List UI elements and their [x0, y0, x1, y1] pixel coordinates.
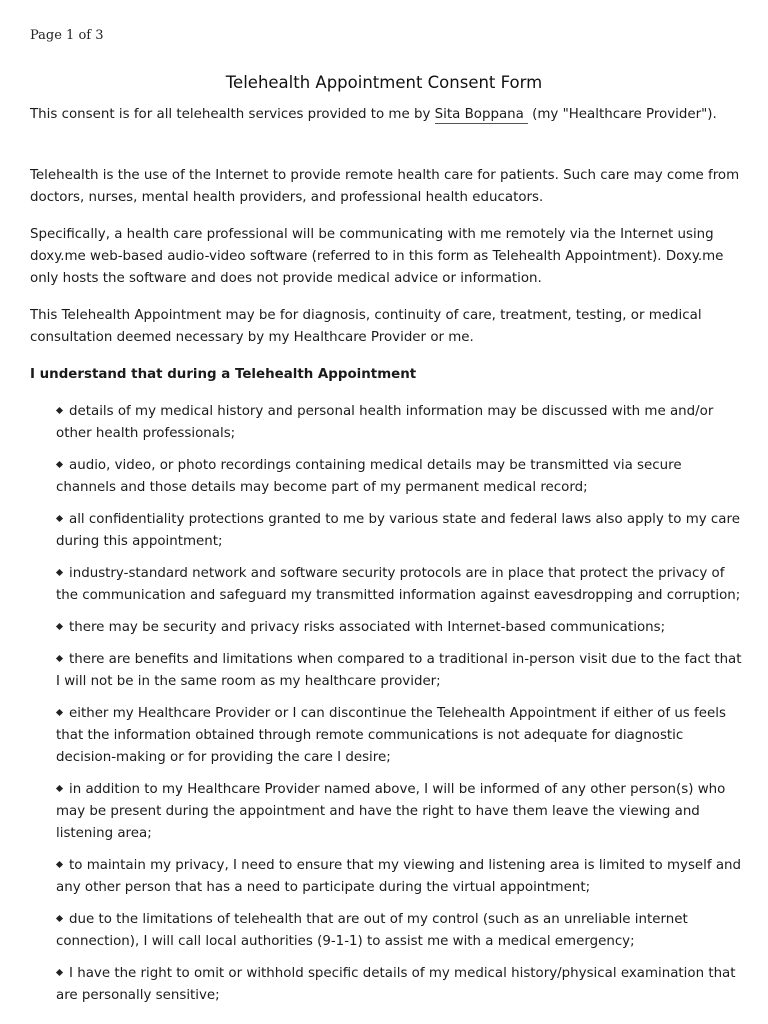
- provider-name: Sita Boppana: [435, 107, 528, 124]
- document-title: Telehealth Appointment Consent Form: [225, 73, 543, 92]
- list-item-text: details of my medical history and personal health information may be discussed with me and/or other health professionals;: [56, 404, 714, 441]
- list-item: [56, 963, 742, 1007]
- list-item: [56, 855, 742, 899]
- page-number: Page 1 of 3: [30, 28, 104, 43]
- intro-paragraph: [30, 104, 742, 126]
- paragraph-doxy-software: Specifically, a health care professional will be communicating with me remotely via the Internet using doxy.me web-based audio-video software (referred to in this form as Telehealth Appointment). Doxy.me only hosts the software and does not provide medical advice or information.: [30, 227, 724, 286]
- bullet-diamond-icon: [56, 655, 63, 662]
- understanding-list: [30, 401, 742, 1007]
- bullet-diamond-icon: [56, 969, 63, 976]
- list-item: [56, 703, 742, 769]
- list-item-text: I have the right to omit or withhold specific details of my medical history/physical examination that are personally sensitive;: [56, 966, 736, 1003]
- list-item: [56, 563, 742, 607]
- list-item-text: due to the limitations of telehealth that are out of my control (such as an unreliable internet connection), I will call local authorities (9-1-1) to assist me with a medical emergency;: [56, 912, 688, 949]
- list-item: [56, 401, 742, 445]
- document-body: [30, 104, 742, 1017]
- bullet-diamond-icon: [56, 785, 63, 792]
- bullet-diamond-icon: [56, 709, 63, 716]
- intro-text-before: This consent is for all telehealth services provided to me by: [30, 107, 435, 122]
- bullet-diamond-icon: [56, 407, 63, 414]
- list-item-text: all confidentiality protections granted to me by various state and federal laws also apply to my care during this appointment;: [56, 512, 740, 549]
- bullet-diamond-icon: [56, 623, 63, 630]
- bullet-diamond-icon: [56, 569, 63, 576]
- list-item: [56, 909, 742, 953]
- list-item-text: in addition to my Healthcare Provider named above, I will be informed of any other person(s) who may be present during the appointment and have the right to have them leave the viewing and listening area;: [56, 782, 726, 841]
- bullet-diamond-icon: [56, 515, 63, 522]
- list-item: [56, 455, 742, 499]
- list-item-text: to maintain my privacy, I need to ensure that my viewing and listening area is limited to myself and any other person that has a need to participate during the virtual appointment;: [56, 858, 742, 895]
- paragraph-appointment-purpose: This Telehealth Appointment may be for diagnosis, continuity of care, treatment, testing, or medical consultation deemed necessary by my Healthcare Provider or me.: [30, 308, 702, 345]
- list-item-text: industry-standard network and software security protocols are in place that protect the privacy of the communication and safeguard my transmitted information against eavesdropping and corruption;: [56, 566, 741, 603]
- bullet-diamond-icon: [56, 461, 63, 468]
- intro-text-after: (my "Healthcare Provider").: [527, 107, 717, 122]
- list-item-text: there may be security and privacy risks associated with Internet-based communications;: [69, 620, 666, 635]
- list-item-text: either my Healthcare Provider or I can discontinue the Telehealth Appointment if either of us feels that the information obtained through remote communications is not adequate for diagnostic decision-making or for providing the care I desire;: [56, 706, 726, 765]
- list-item-text: there are benefits and limitations when compared to a traditional in-person visit due to the fact that I will not be in the same room as my healthcare provider;: [56, 652, 742, 689]
- list-item: [56, 649, 742, 693]
- list-item-text: audio, video, or photo recordings containing medical details may be transmitted via secure channels and those details may become part of my permanent medical record;: [56, 458, 682, 495]
- list-item: [56, 509, 742, 553]
- bullet-diamond-icon: [56, 915, 63, 922]
- list-item: [56, 779, 742, 845]
- paragraph-telehealth-definition: Telehealth is the use of the Internet to provide remote health care for patients. Such care may come from doctors, nurses, mental health providers, and professional health educators.: [30, 168, 740, 205]
- understand-heading: I understand that during a Telehealth Appointment: [30, 367, 417, 382]
- list-item: [56, 617, 742, 639]
- bullet-diamond-icon: [56, 861, 63, 868]
